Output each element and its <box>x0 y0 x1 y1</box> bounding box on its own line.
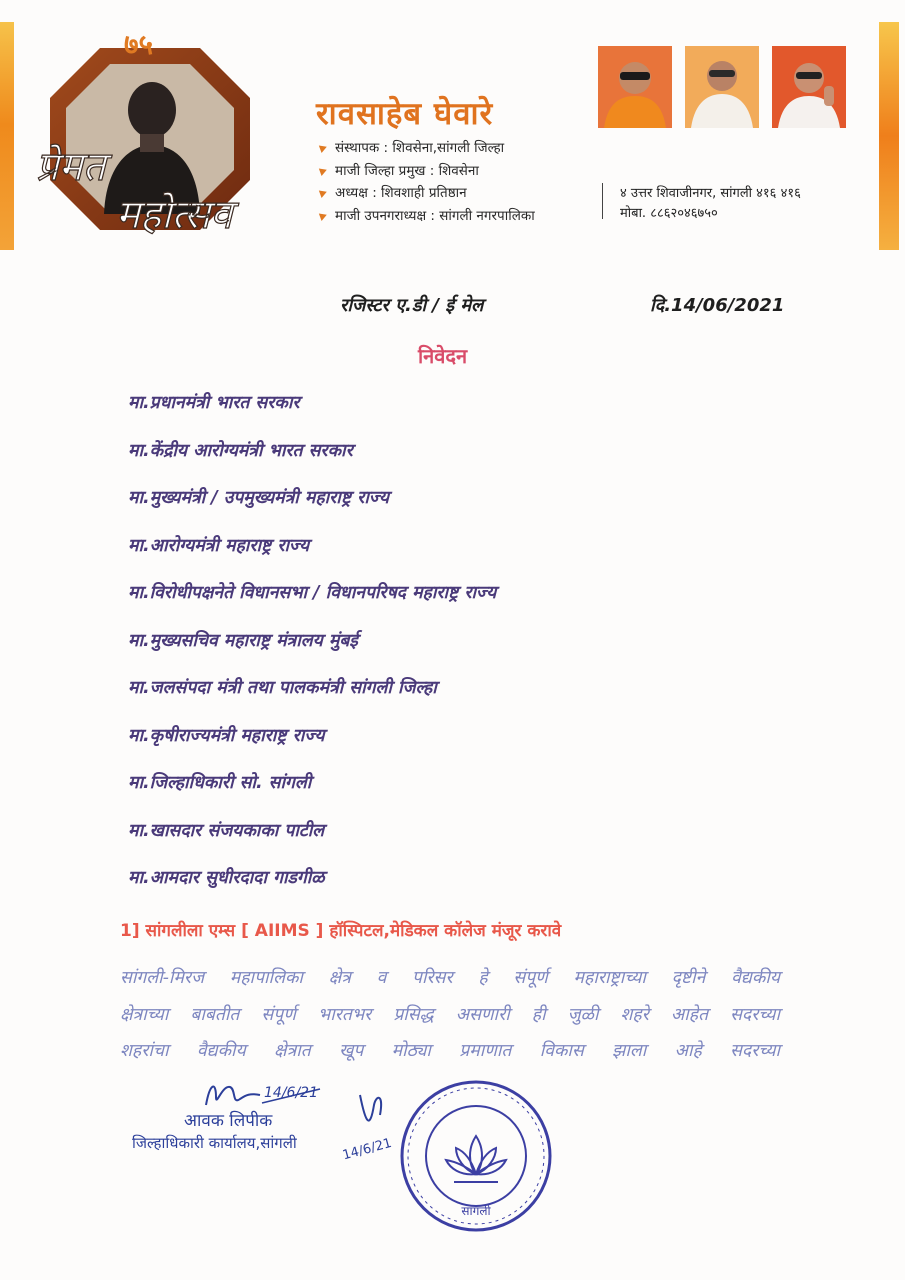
svg-text:७५: ७५ <box>124 30 154 61</box>
body-paragraph <box>120 960 780 1070</box>
portrait-photos <box>598 46 846 128</box>
left-color-strip <box>0 22 14 250</box>
seal-label: सांगली <box>461 1204 491 1218</box>
bullet-icon <box>319 188 328 198</box>
logo-emblem <box>30 30 270 245</box>
address-line: ४ उत्तर शिवाजीनगर, सांगली ४१६ ४१६ <box>620 186 801 201</box>
recipient-item: मा.खासदार संजयकाका पाटील <box>128 820 325 841</box>
mobile-number: मोबा. ८८६२०४६७५० <box>620 206 718 221</box>
paragraph-line: सांगली-मिरज महापालिका क्षेत्र व परिसर हे संपूर्ण महाराष्ट्राच्या दृष्टीने वैद्यकीय <box>120 968 780 988</box>
dispatch-mode: रजिस्टर ए.डी / ई मेल <box>340 295 484 316</box>
portrait-photo <box>598 46 672 128</box>
role-item: माजी उपनगराध्यक्ष : सांगली नगरपालिका <box>320 205 535 228</box>
role-item: अध्यक्ष : शिवशाही प्रतिष्ठान <box>320 182 535 205</box>
recipient-item: मा.केंद्रीय आरोग्यमंत्री भारत सरकार <box>128 440 353 461</box>
recipients-list <box>128 388 496 911</box>
person-name: रावसाहेब घेवारे <box>316 96 494 132</box>
portrait-photo <box>685 46 759 128</box>
received-office: जिल्हाधिकारी कार्यालय,सांगली <box>132 1134 297 1152</box>
recipient-item: मा.आमदार सुधीरदादा गाडगीळ <box>128 868 325 888</box>
received-clerk: आवक लिपीक <box>184 1111 273 1131</box>
round-seal <box>398 1078 554 1234</box>
received-stamp <box>132 1075 372 1165</box>
portrait-photo <box>772 46 846 128</box>
recipient-item: मा.मुख्यसचिव महाराष्ट्र मंत्रालय मुंबई <box>128 630 358 651</box>
recipient-item: मा.प्रधानमंत्री भारत सरकार <box>128 393 300 413</box>
subject-line: 1] सांगलीला एम्स [ AIIMS ] हॉस्पिटल,मेडिकल कॉलेज मंजूर करावे <box>120 921 562 941</box>
svg-text:14/6/21: 14/6/21 <box>264 1085 318 1101</box>
recipient-item: मा.आरोग्यमंत्री महाराष्ट्र राज्य <box>128 535 310 556</box>
letter-date: दि.14/06/2021 <box>650 295 785 316</box>
bullet-icon <box>319 211 328 221</box>
recipient-item: मा.विरोधीपक्षनेते विधानसभा / विधानपरिषद महाराष्ट्र राज्य <box>128 583 497 603</box>
recipient-item: मा.कृषीराज्यमंत्री महाराष्ट्र राज्य <box>128 725 325 746</box>
bullet-icon <box>319 143 328 153</box>
address-divider <box>602 183 603 219</box>
bullet-icon <box>319 166 328 176</box>
recipient-item: मा.जलसंपदा मंत्री तथा पालकमंत्री सांगली जिल्हा <box>128 678 437 698</box>
role-item: माजी जिल्हा प्रमुख : शिवसेना <box>320 160 535 183</box>
address-block <box>620 184 801 224</box>
svg-text:महोत्सव: महोत्सव <box>116 192 233 238</box>
right-color-strip <box>879 22 899 250</box>
role-item: संस्थापक : शिवसेना,सांगली जिल्हा <box>320 137 535 160</box>
recipient-item: मा.मुख्यमंत्री / उपमुख्यमंत्री महाराष्ट्र राज्य <box>128 488 390 508</box>
svg-text:14/6/21: 14/6/21 <box>341 1135 394 1164</box>
svg-text:प्रेमत: प्रेमत <box>36 144 106 190</box>
paragraph-line: क्षेत्राच्या बाबतीत संपूर्ण भारतभर प्रसिद्ध असणारी ही जुळी शहरे आहेत सदरच्या <box>120 1004 780 1025</box>
letter-heading: निवेदन <box>418 344 468 368</box>
roles-list <box>320 137 535 227</box>
paragraph-line: शहरांचा वैद्यकीय क्षेत्रात खूप मोठ्या प्रमाणात विकास झाला आहे सदरच्या <box>120 1041 780 1061</box>
recipient-item: मा.जिल्हाधिकारी सो. सांगली <box>128 773 312 793</box>
